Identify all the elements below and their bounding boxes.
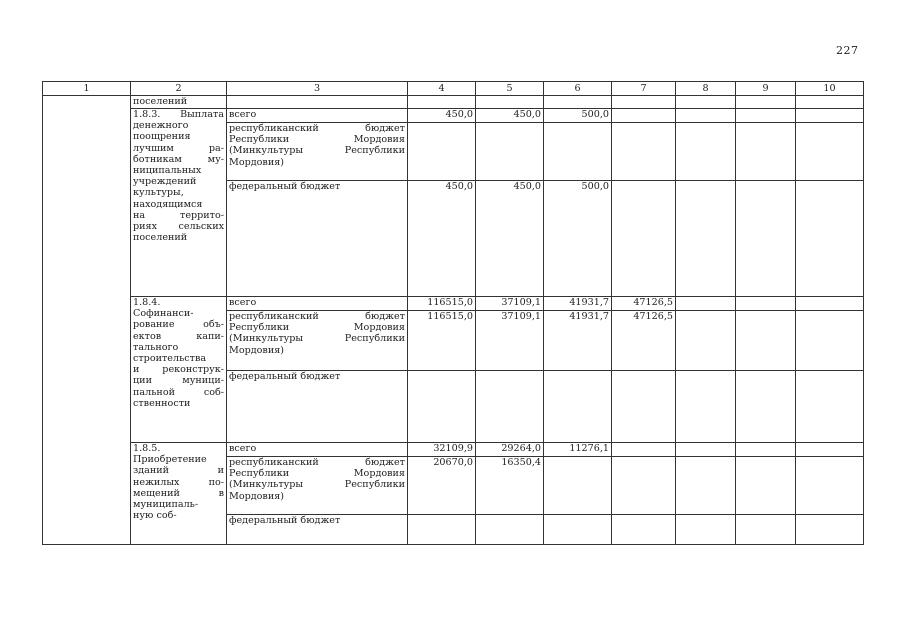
header-cell-8: 8: [676, 82, 736, 96]
value-cell: 116515,0: [408, 297, 476, 311]
value-cell: [612, 515, 676, 545]
table-row: [43, 297, 864, 311]
value-cell: [408, 515, 476, 545]
measure-title-line: ботникам му-: [133, 153, 224, 165]
funding-source-line: всего: [229, 109, 257, 120]
measure-title-line: учреждений: [133, 176, 197, 188]
value-cell: [796, 311, 864, 371]
header-cell-3: 3: [227, 82, 408, 96]
value-cell: [676, 297, 736, 311]
measure-title-line: на террито-: [133, 209, 224, 221]
header-cell-7: 7: [612, 82, 676, 96]
funding-source-line: федеральный бюджет: [229, 181, 341, 192]
continuation-row: [43, 96, 864, 109]
funding-source-line: республиканский бюджет: [229, 123, 405, 134]
funding-source-line: (Минкультуры Республики: [229, 333, 405, 345]
measure-title-line: лучшим ра-: [133, 142, 224, 154]
funding-source-line: республиканский бюджет: [229, 311, 405, 322]
funding-source-cell: [227, 123, 408, 181]
value-cell: [476, 515, 544, 545]
value-cell: [544, 515, 612, 545]
funding-source-line: (Минкультуры Республики: [229, 479, 405, 491]
measure-title-cell: [131, 443, 227, 545]
value-cell: [544, 123, 612, 181]
measure-title-line: ниципальных: [133, 165, 202, 177]
funding-source-line: всего: [229, 443, 257, 454]
value-cell: [612, 443, 676, 457]
funding-source-line: Республики Мордовия: [229, 468, 405, 480]
value-cell: [736, 181, 796, 297]
funding-source-cell: [227, 297, 408, 311]
measure-title-line: ектов капи-: [133, 330, 224, 342]
measure-title-line: мещений в: [133, 487, 224, 499]
funding-source-line: Республики Мордовия: [229, 322, 405, 334]
value-cell: [796, 297, 864, 311]
value-cell: [796, 371, 864, 443]
value-cell: [408, 123, 476, 181]
value-cell: [796, 181, 864, 297]
value-cell: [796, 109, 864, 123]
value-cell: [796, 123, 864, 181]
funding-source-cell: [227, 109, 408, 123]
value-cell: 450,0: [476, 109, 544, 123]
value-cell: [796, 515, 864, 545]
funding-source-cell: [227, 181, 408, 297]
header-cell-4: 4: [408, 82, 476, 96]
value-cell: 37109,1: [476, 297, 544, 311]
value-cell: [736, 515, 796, 545]
value-cell: [796, 457, 864, 515]
value-cell: [676, 311, 736, 371]
measure-title-line: нежилых по-: [133, 476, 224, 488]
value-cell: 37109,1: [476, 311, 544, 371]
measure-title-line: тального: [133, 341, 179, 353]
funding-source-line: Республики Мордовия: [229, 134, 405, 146]
value-cell: [612, 123, 676, 181]
value-cell: [736, 109, 796, 123]
header-cell-5: 5: [476, 82, 544, 96]
measure-title-line: находящимся: [133, 198, 203, 210]
value-cell: 450,0: [476, 181, 544, 297]
measure-title-line: Приобретение: [133, 454, 207, 466]
budget-table: [42, 81, 864, 545]
measure-title-line: и реконструк-: [133, 364, 224, 376]
funding-source-line: республиканский бюджет: [229, 457, 405, 468]
funding-source-line: федеральный бюджет: [229, 371, 341, 382]
header-cell-6: 6: [544, 82, 612, 96]
measure-title-line: 1.8.3. Выплата: [133, 109, 224, 120]
measure-title-line: рование объ-: [133, 319, 224, 331]
measure-title-line: 1.8.5.: [133, 443, 161, 454]
value-cell: [612, 371, 676, 443]
measure-title-line: 1.8.4.: [133, 297, 161, 308]
value-cell: [736, 123, 796, 181]
page-number: 227: [836, 44, 859, 57]
measure-title-cell: [131, 297, 227, 443]
value-cell: [676, 371, 736, 443]
measure-title-line: риях сельских: [133, 221, 224, 233]
measure-title-line: ции муници-: [133, 375, 224, 387]
value-cell: 116515,0: [408, 311, 476, 371]
value-cell: [544, 457, 612, 515]
measure-title-cell: [131, 109, 227, 297]
value-cell: [736, 457, 796, 515]
measure-title-line: Софинанси-: [133, 308, 194, 320]
value-cell: [476, 371, 544, 443]
value-cell: [736, 443, 796, 457]
value-cell: 41931,7: [544, 297, 612, 311]
funding-source-cell: [227, 311, 408, 371]
funding-source-line: Мордовия): [229, 156, 285, 168]
funding-source-line: Мордовия): [229, 344, 285, 356]
value-cell: [408, 371, 476, 443]
measure-title-line: денежного: [133, 120, 189, 132]
value-cell: [676, 181, 736, 297]
column-1-cell: [43, 96, 131, 545]
header-cell-2: 2: [131, 82, 227, 96]
funding-source-cell: [227, 457, 408, 515]
value-cell: 41931,7: [544, 311, 612, 371]
measure-title-line: муниципаль-: [133, 499, 199, 511]
measure-title-line: ственности: [133, 397, 191, 409]
value-cell: [676, 109, 736, 123]
funding-source-line: Мордовия): [229, 490, 285, 502]
value-cell: [476, 123, 544, 181]
value-cell: 47126,5: [612, 297, 676, 311]
value-cell: 16350,4: [476, 457, 544, 515]
header-row: [43, 82, 864, 96]
measure-title-line: поселений: [133, 232, 188, 244]
value-cell: 500,0: [544, 181, 612, 297]
header-cell-9: 9: [736, 82, 796, 96]
table-row: [43, 109, 864, 123]
value-cell: 20670,0: [408, 457, 476, 515]
measure-title-line: зданий и: [133, 465, 224, 477]
value-cell: 500,0: [544, 109, 612, 123]
funding-source-cell: [227, 443, 408, 457]
measure-title-line: культуры,: [133, 187, 184, 199]
value-cell: 47126,5: [612, 311, 676, 371]
table-row: [43, 443, 864, 457]
value-cell: [736, 311, 796, 371]
measure-title-line: пальной соб-: [133, 386, 224, 398]
value-cell: 450,0: [408, 109, 476, 123]
value-cell: [544, 371, 612, 443]
funding-source-cell: [227, 515, 408, 545]
value-cell: 11276,1: [544, 443, 612, 457]
measure-title-line: строительства: [133, 353, 207, 365]
value-cell: [612, 109, 676, 123]
funding-source-line: федеральный бюджет: [229, 515, 341, 526]
value-cell: [676, 123, 736, 181]
measure-title-line: поощрения: [133, 131, 191, 143]
value-cell: [736, 371, 796, 443]
funding-source-line: (Минкультуры Республики: [229, 145, 405, 157]
funding-source-cell: [227, 371, 408, 443]
header-cell-10: 10: [796, 82, 864, 96]
value-cell: 450,0: [408, 181, 476, 297]
value-cell: [612, 457, 676, 515]
header-cell-1: 1: [43, 82, 131, 96]
value-cell: [676, 515, 736, 545]
value-cell: [676, 457, 736, 515]
value-cell: [676, 443, 736, 457]
value-cell: [796, 443, 864, 457]
value-cell: 32109,9: [408, 443, 476, 457]
value-cell: 29264,0: [476, 443, 544, 457]
measure-title-line: ную соб-: [133, 510, 177, 522]
value-cell: [736, 297, 796, 311]
continuation-text: поселений: [131, 96, 227, 109]
funding-source-line: всего: [229, 297, 257, 308]
value-cell: [612, 181, 676, 297]
